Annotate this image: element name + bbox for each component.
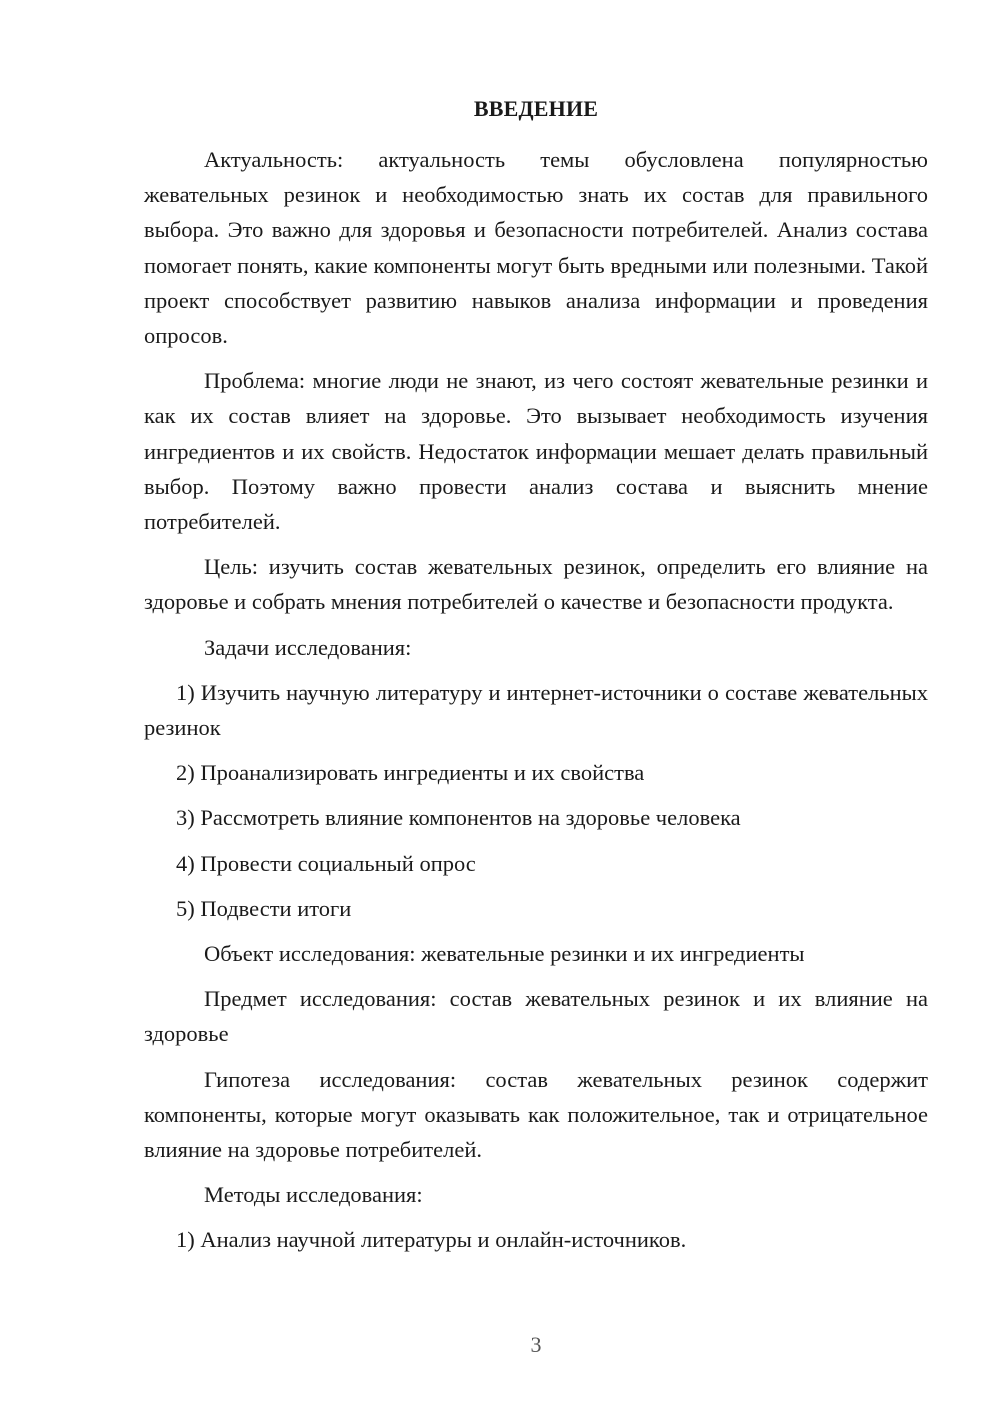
task-item: 3) Рассмотреть влияние компонентов на здоровье человека (176, 805, 741, 831)
document-body (144, 142, 928, 1258)
methods-heading: Методы исследования: (204, 1182, 423, 1208)
page-number: 3 (530, 1332, 542, 1357)
paragraph-problem: Проблема: многие люди не знают, из чего состоят жевательные резинки и как их состав влияет на здоровье. Это вызывает необходимость изучения ингредиентов и их свойств. Недостаток информации мешает делать правильный выбор. Поэтому важно провести анализ состава и выяснить мнение потребителей. (144, 368, 928, 535)
task-item: 4) Провести социальный опрос (176, 850, 476, 876)
tasks-heading: Задачи исследования: (204, 634, 412, 660)
paragraph-object: Объект исследования: жевательные резинки и их ингредиенты (204, 941, 805, 967)
paragraph-subject: Предмет исследования: состав жевательных резинок и их влияние на здоровье (144, 986, 928, 1047)
task-item: 1) Изучить научную литературу и интернет-источники о составе жевательных резинок (144, 679, 928, 741)
task-item: 2) Проанализировать ингредиенты и их свойства (176, 760, 645, 786)
section-title: ВВЕДЕНИЕ (473, 96, 599, 121)
method-item: 1) Анализ научной литературы и онлайн-источников. (176, 1227, 687, 1253)
paragraph-relevance: Актуальность: актуальность темы обусловлена популярностью жевательных резинок и необходимостью знать их состав для правильного выбора. Это важно для здоровья и безопасности потребителей. Анализ состава помогает понять, какие компоненты могут быть вредными или полезными. Такой проект способствует развитию навыков анализа информации и проведения опросов. (144, 147, 928, 349)
task-item: 5) Подвести итоги (176, 895, 352, 921)
paragraph-goal: Цель: изучить состав жевательных резинок, определить его влияние на здоровье и собрать мнения потребителей о качестве и безопасности продукта. (144, 554, 928, 615)
paragraph-hypothesis: Гипотеза исследования: состав жевательных резинок содержит компоненты, которые могут оказывать как положительное, так и отрицательное влияние на здоровье потребителей. (144, 1066, 928, 1163)
